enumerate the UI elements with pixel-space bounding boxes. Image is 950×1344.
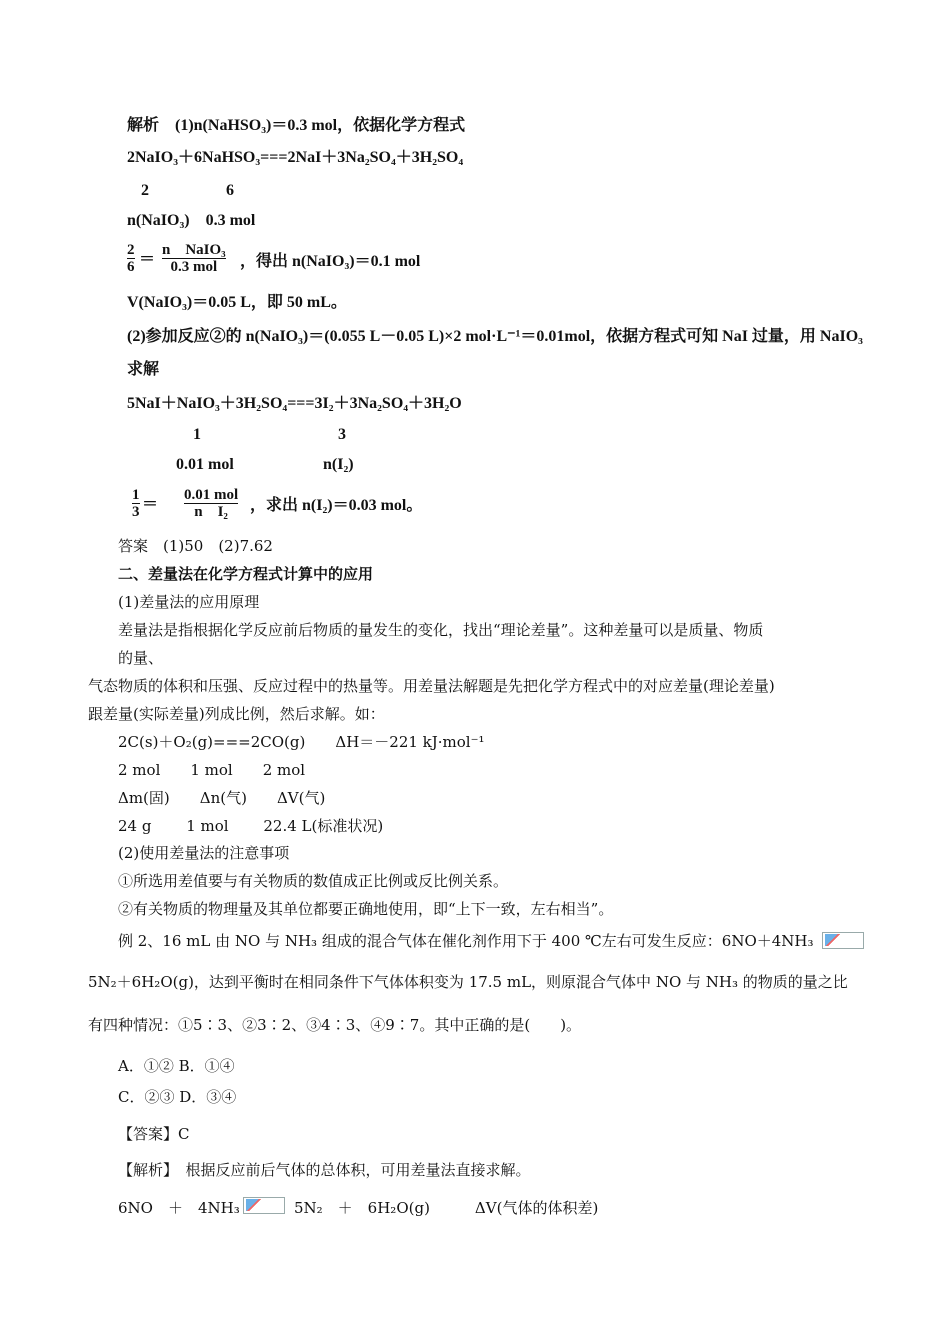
analysis-2: 【解析】 根据反应前后气体的总体积，可用差量法直接求解。: [118, 1161, 531, 1179]
coef-a: 2: [141, 182, 149, 199]
frac-num: 0.01 mol: [184, 487, 239, 503]
row-mol: 2 mol 1 mol 2 mol: [118, 761, 306, 779]
frac-result: ，得出 n(NaIO₃)＝0.1 mol: [240, 253, 421, 270]
equation-2: 5NaI＋NaIO₃＋3H₂SO₄===3I₂＋3Na₂SO₄＋3H₂O: [127, 395, 462, 412]
equation-right: 5N₂ ＋ 6H₂O(g) ΔV(气体的体积差): [294, 1199, 599, 1217]
frac-num: 2: [127, 242, 135, 258]
part2-line1: (2)参加反应②的 n(NaIO₃)＝(0.055 L－0.05 L)×2 mol·L⁻¹＝0.01mol，依据方程式可知 NaI 过量，用 NaIO₃: [127, 328, 863, 345]
paragraph-3: 跟差量(实际差量)列成比例，然后求解。如：: [88, 705, 385, 723]
row-delta: Δm(固) Δn(气) ΔV(气): [118, 789, 326, 807]
row-b: n(I₂): [323, 456, 354, 473]
fraction-1-3: [132, 487, 140, 520]
volume-line: V(NaIO₃)＝0.05 L，即 50 mL。: [127, 294, 347, 311]
equation-1: 2NaIO₃＋6NaHSO₃===2NaI＋3Na₂SO₄＋3H₂SO₄: [127, 149, 464, 166]
paragraph-2: 气态物质的体积和压强、反应过程中的热量等。用差量法解题是先把化学方程式中的对应差量(理论差量): [88, 677, 775, 695]
section-heading: 二、差量法在化学方程式计算中的应用: [118, 565, 374, 583]
coef-c: 1: [193, 426, 201, 443]
note-2: ②有关物质的物理量及其单位都要正确地使用，即“上下一致，左右相当”。: [118, 900, 614, 918]
equals-sign: ＝: [139, 251, 156, 268]
reaction-arrow-image: [822, 932, 864, 949]
fraction-001-ni2: [184, 487, 238, 520]
equals-sign: ＝: [142, 496, 159, 513]
fraction-2-6: [127, 242, 135, 275]
coef-b: 6: [226, 182, 234, 199]
analysis-intro: 解析 (1)n(NaHSO₃)＝0.3 mol，依据化学方程式: [127, 117, 466, 134]
coef-d: 3: [338, 426, 346, 443]
paragraph-1: 差量法是指根据化学反应前后物质的量发生的变化，找出“理论差量”。这种差量可以是质量、物质: [118, 621, 764, 639]
example-2-line1: 例 2、16 mL 由 NO 与 NH₃ 组成的混合气体在催化剂作用下于 400 ℃左右可发生反应：6NO＋4NH₃: [118, 932, 814, 950]
equation-left: 6NO ＋ 4NH₃: [118, 1199, 240, 1217]
row-n: n(NaIO₃) 0.3 mol: [127, 212, 256, 229]
row-a: 0.01 mol: [176, 456, 234, 473]
frac-den: 6: [127, 259, 135, 275]
reaction-arrow-image: [243, 1197, 285, 1214]
sub-heading-1: (1)差量法的应用原理: [118, 593, 260, 611]
answer-2: 【答案】C: [118, 1125, 190, 1143]
frac-den: 3: [132, 504, 140, 520]
example-2-line3: 有四种情况：①5∶3、②3∶2、③4∶3、④9∶7。其中正确的是( )。: [88, 1016, 582, 1034]
row-values: 24 g 1 mol 22.4 L(标准状况): [118, 817, 384, 835]
frac-num: n NaIO₃: [162, 242, 226, 258]
fraction-n-nai03: [162, 242, 226, 275]
frac-den: 0.3 mol: [170, 259, 218, 275]
example-equation: 2C(s)＋O₂(g)===2CO(g) ΔH＝－221 kJ·mol⁻¹: [118, 733, 485, 751]
options-ab: A．①② B．①④: [118, 1057, 235, 1075]
note-1: ①所选用差值要与有关物质的数值成正比例或反比例关系。: [118, 872, 509, 890]
frac-den: n I₂: [194, 504, 228, 520]
sub-heading-2: (2)使用差量法的注意事项: [118, 844, 290, 862]
frac-result-2: ，求出 n(I₂)＝0.03 mol。: [250, 497, 423, 514]
part2-line2: 求解: [127, 361, 160, 378]
frac-num: 1: [132, 487, 140, 503]
answer-1: 答案 (1)50 (2)7.62: [118, 537, 273, 555]
options-cd: C．②③ D．③④: [118, 1088, 237, 1106]
example-2-line2: 5N₂＋6H₂O(g)，达到平衡时在相同条件下气体体积变为 17.5 mL，则原混合气体中 NO 与 NH₃ 的物质的量之比: [88, 973, 848, 991]
paragraph-1b: 的量、: [118, 649, 164, 667]
